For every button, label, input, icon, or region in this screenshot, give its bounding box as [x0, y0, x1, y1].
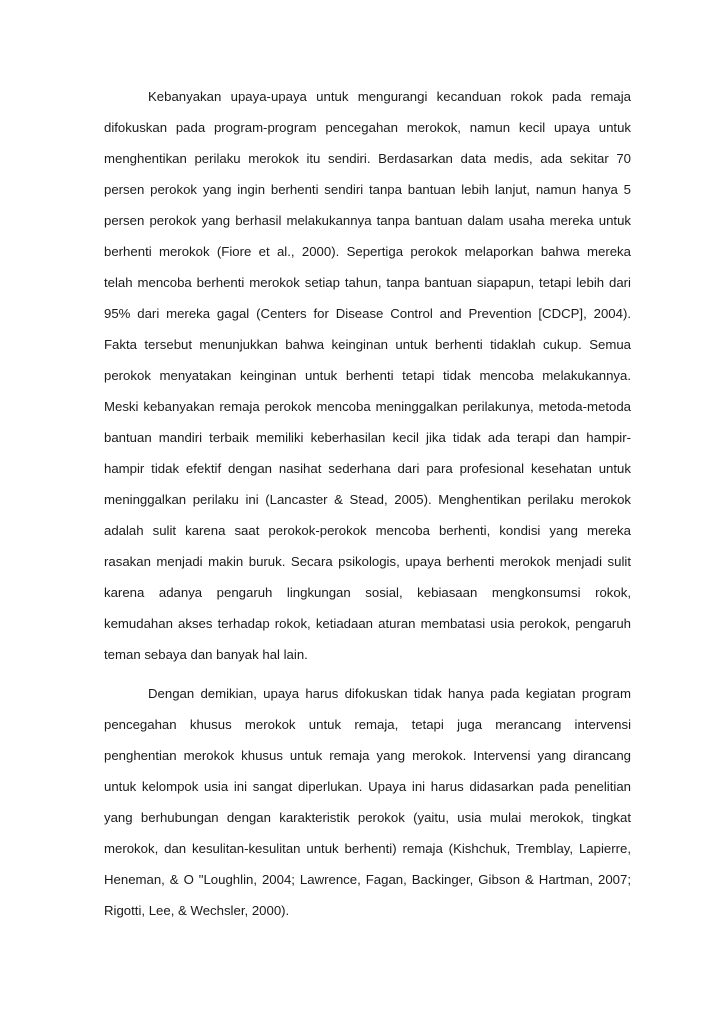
paragraph-line: teman sebaya dan banyak hal lain.	[104, 647, 308, 662]
paragraph-line: bantuan mandiri terbaik memiliki keberhasilan kecil jika tidak ada terapi dan hampir-	[104, 430, 631, 445]
paragraph-line: pencegahan khusus merokok untuk remaja, tetapi juga merancang intervensi	[104, 717, 631, 732]
paragraph-line: Meski kebanyakan remaja perokok mencoba meninggalkan perilakunya, metoda-metoda	[104, 399, 631, 414]
paragraph-line: persen perokok yang berhasil melakukannya tanpa bantuan dalam usaha mereka untuk	[104, 213, 631, 228]
paragraph-line: Kebanyakan upaya-upaya untuk mengurangi kecanduan rokok pada remaja	[148, 89, 631, 104]
paragraph-line: Rigotti, Lee, & Wechsler, 2000).	[104, 903, 290, 918]
paragraph-line: hampir tidak efektif dengan nasihat sederhana dari para profesional kesehatan untuk	[104, 461, 631, 476]
paragraph-line: berhenti merokok (Fiore et al., 2000). Sepertiga perokok melaporkan bahwa mereka	[104, 244, 631, 259]
paragraph-line: rasakan menjadi makin buruk. Secara psikologis, upaya berhenti merokok menjadi sulit	[104, 554, 631, 569]
paragraph-line: perokok menyatakan keinginan untuk berhenti tetapi tidak mencoba melakukannya.	[104, 368, 631, 383]
paragraph-line: yang berhubungan dengan karakteristik perokok (yaitu, usia mulai merokok, tingkat	[104, 810, 631, 825]
paragraph-line: merokok, dan kesulitan-kesulitan untuk berhenti) remaja (Kishchuk, Tremblay, Lapierre,	[104, 841, 631, 856]
paragraph-line: adalah sulit karena saat perokok-perokok mencoba berhenti, kondisi yang mereka	[104, 523, 631, 538]
paragraph-1	[104, 81, 631, 670]
paragraph-line: 95% dari mereka gagal (Centers for Disease Control and Prevention [CDCP], 2004).	[104, 306, 631, 321]
paragraph-2	[104, 678, 631, 926]
paragraph-line: untuk kelompok usia ini sangat diperlukan. Upaya ini harus didasarkan pada penelitian	[104, 779, 631, 794]
paragraph-line: telah mencoba berhenti merokok setiap tahun, tanpa bantuan siapapun, tetapi lebih dari	[104, 275, 631, 290]
paragraph-line: menghentikan perilaku merokok itu sendiri. Berdasarkan data medis, ada sekitar 70	[104, 151, 631, 166]
paragraph-line: Dengan demikian, upaya harus difokuskan tidak hanya pada kegiatan program	[148, 686, 631, 701]
paragraph-line: difokuskan pada program-program pencegahan merokok, namun kecil upaya untuk	[104, 120, 631, 135]
paragraph-line: meninggalkan perilaku ini (Lancaster & Stead, 2005). Menghentikan perilaku merokok	[104, 492, 631, 507]
paragraph-line: kemudahan akses terhadap rokok, ketiadaan aturan membatasi usia perokok, pengaruh	[104, 616, 631, 631]
paragraph-line: Fakta tersebut menunjukkan bahwa keinginan untuk berhenti tidaklah cukup. Semua	[104, 337, 631, 352]
paragraph-line: persen perokok yang ingin berhenti sendiri tanpa bantuan lebih lanjut, namun hanya 5	[104, 182, 631, 197]
paragraph-line: penghentian merokok khusus untuk remaja yang merokok. Intervensi yang dirancang	[104, 748, 631, 763]
paragraph-line: karena adanya pengaruh lingkungan sosial, kebiasaan mengkonsumsi rokok,	[104, 585, 631, 600]
paragraph-line: Heneman, & O "Loughlin, 2004; Lawrence, Fagan, Backinger, Gibson & Hartman, 2007;	[104, 872, 631, 887]
